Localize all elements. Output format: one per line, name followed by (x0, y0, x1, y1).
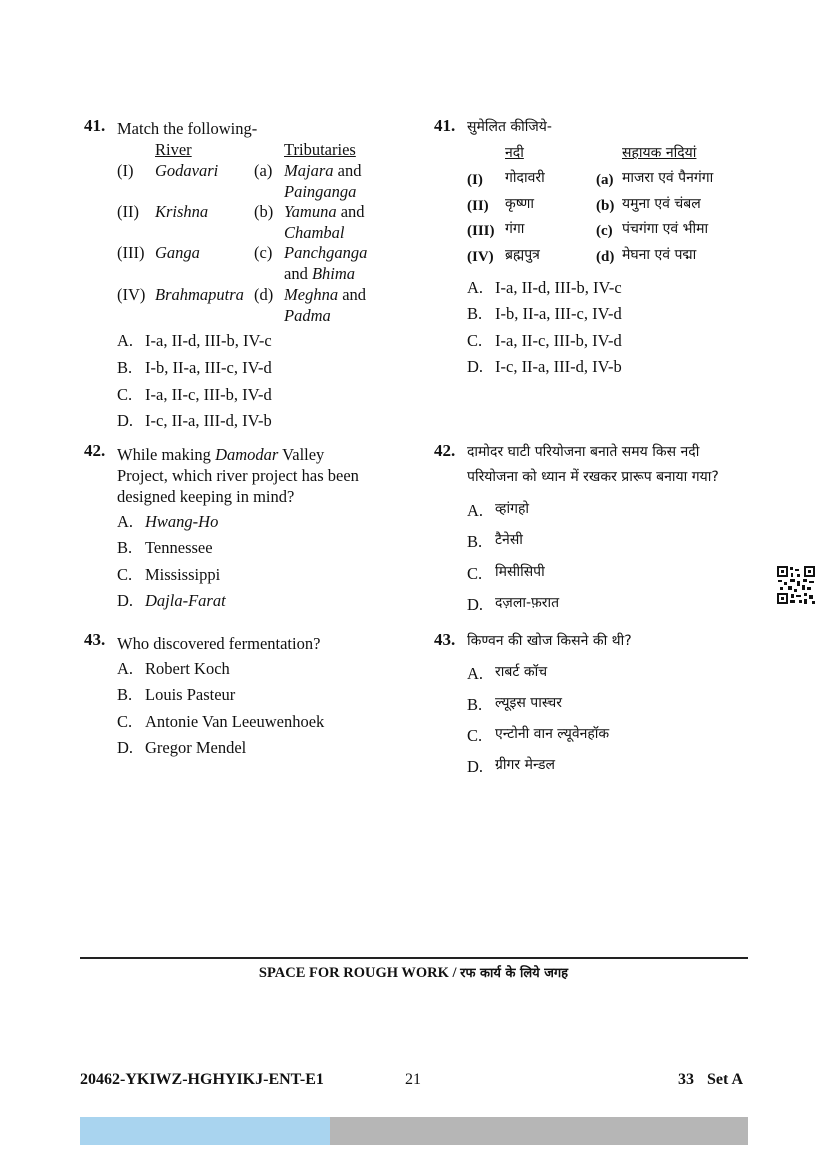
series-number: 33 (678, 1071, 694, 1088)
tributary-line2: Painganga (284, 182, 357, 201)
tributary-line1: Meghna and (284, 285, 367, 304)
option-text: I-a, II-c, III-b, IV-d (495, 331, 622, 350)
letter-label: (a) (596, 172, 614, 188)
question-stem-line3: designed keeping in mind? (117, 487, 295, 506)
column-heading-river: River (155, 140, 192, 159)
tributary-line2: and Bhima (284, 264, 356, 283)
roman-label: (I) (467, 172, 483, 188)
question-stem: किण्वन की खोज किसने की थी? (467, 633, 632, 649)
question-stem-line2: Project, which river project has been (117, 466, 359, 485)
option-text: ग्रीगर मेन्डल (495, 757, 555, 773)
river-name: गंगा (505, 221, 525, 237)
letter-label: (d) (254, 285, 274, 304)
option-key: B. (467, 695, 483, 714)
question-number: 43. (434, 630, 456, 649)
letter-label: (b) (596, 198, 615, 214)
option-text: I-a, II-d, III-b, IV-c (495, 278, 622, 297)
option-key: D. (467, 595, 484, 614)
option-key: A. (467, 501, 484, 520)
roman-label: (III) (467, 223, 495, 239)
roman-label: (IV) (467, 249, 494, 265)
option-text: व्हांगहो (495, 501, 530, 517)
question-stem: सुमेलित कीजिये- (467, 119, 552, 135)
question-stem-line1: While making Damodar Valley (117, 445, 325, 464)
option-text: ल्यूइस पास्चर (495, 695, 562, 711)
question-number: 43. (84, 630, 106, 649)
question-stem-line2: परियोजना को ध्यान में रखकर प्रारूप बनाया गया? (467, 469, 719, 485)
river-name: Brahmaputra (155, 285, 244, 304)
option-key: C. (467, 564, 483, 583)
option-key: D. (467, 757, 484, 776)
rough-work-label: SPACE FOR ROUGH WORK / रफ कार्य के लिये जगह (258, 965, 569, 981)
option-key: C. (117, 712, 133, 731)
option-key: A. (467, 278, 484, 297)
roman-label: (IV) (117, 285, 146, 304)
river-name: Ganga (155, 243, 200, 262)
option-text: I-a, II-d, III-b, IV-c (145, 331, 272, 350)
question-number: 41. (434, 116, 456, 135)
option-key: B. (467, 532, 483, 551)
option-text: I-c, II-a, III-d, IV-b (495, 357, 622, 376)
column-heading-river: नदी (505, 145, 524, 161)
question-number: 42. (84, 441, 106, 460)
tributary-line1: Panchganga (284, 243, 368, 262)
tributary-line2: Padma (284, 306, 331, 325)
option-key: A. (117, 512, 134, 531)
tributary: माजरा एवं पैनगंगा (622, 170, 714, 186)
roman-label: (I) (117, 161, 134, 180)
roman-label: (II) (467, 198, 489, 214)
option-key: C. (467, 331, 483, 350)
option-key: B. (117, 538, 133, 557)
tributary-line2: Chambal (284, 223, 345, 242)
letter-label: (a) (254, 161, 273, 180)
option-key: A. (467, 664, 484, 683)
booklet-code: 20462-YKIWZ-HGHYIKJ-ENT-E1 (80, 1071, 324, 1088)
river-name: गोदावरी (505, 170, 545, 186)
option-key: D. (117, 411, 134, 430)
option-key: B. (117, 358, 133, 377)
river-name: Godavari (155, 161, 219, 180)
question-stem-line1: दामोदर घाटी परियोजना बनाते समय किस नदी (467, 444, 700, 460)
tributary: पंचगंगा एवं भीमा (622, 221, 709, 237)
tributary: यमुना एवं चंबल (622, 196, 701, 212)
letter-label: (c) (254, 243, 273, 262)
tributary: मेघना एवं पद्मा (622, 247, 697, 263)
option-key: C. (117, 565, 133, 584)
option-text: Mississippi (145, 565, 221, 584)
option-text: I-b, II-a, III-c, IV-d (145, 358, 272, 377)
column-heading-tributaries: Tributaries (284, 140, 356, 159)
option-key: C. (117, 385, 133, 404)
option-key: A. (117, 659, 134, 678)
river-name: ब्रह्मपुत्र (505, 247, 540, 263)
option-text: I-b, II-a, III-c, IV-d (495, 304, 622, 323)
column-heading-tributaries: सहायक नदियां (622, 145, 697, 161)
page-number: 21 (405, 1071, 421, 1088)
option-text: टैनेसी (495, 532, 523, 548)
set-label: Set A (707, 1071, 743, 1088)
footer-bar-blue (80, 1117, 330, 1145)
option-text: I-a, II-c, III-b, IV-d (145, 385, 272, 404)
letter-label: (d) (596, 249, 615, 265)
option-text: Gregor Mendel (145, 738, 247, 757)
option-key: B. (467, 304, 483, 323)
option-text: Dajla-Farat (145, 591, 226, 610)
question-number: 42. (434, 441, 456, 460)
option-key: A. (117, 331, 134, 350)
question-number: 41. (84, 116, 106, 135)
option-text: Tennessee (145, 538, 213, 557)
question-stem: Who discovered fermentation? (117, 634, 321, 653)
option-key: D. (467, 357, 484, 376)
option-text: Louis Pasteur (145, 685, 236, 704)
option-text: राबर्ट कॉच (495, 664, 548, 680)
letter-label: (b) (254, 202, 274, 221)
option-key: D. (117, 738, 134, 757)
option-text: Hwang-Ho (145, 512, 219, 531)
option-key: C. (467, 726, 483, 745)
footer-bar-grey (330, 1117, 748, 1145)
question-stem: Match the following- (117, 119, 258, 138)
option-text: Antonie Van Leeuwenhoek (145, 712, 325, 731)
river-name: Krishna (155, 202, 209, 221)
roman-label: (III) (117, 243, 145, 262)
qr-code-icon (776, 565, 816, 605)
option-text: I-c, II-a, III-d, IV-b (145, 411, 272, 430)
option-text: दज़ला-फ़रात (495, 595, 560, 611)
river-name: कृष्णा (505, 196, 535, 212)
letter-label: (c) (596, 223, 613, 239)
tributary-line1: Majara and (284, 161, 362, 180)
option-text: Robert Koch (145, 659, 230, 678)
roman-label: (II) (117, 202, 139, 221)
option-key: D. (117, 591, 134, 610)
option-text: मिसीसिपी (495, 564, 545, 580)
option-key: B. (117, 685, 133, 704)
tributary-line1: Yamuna and (284, 202, 365, 221)
rough-work-divider (80, 957, 748, 959)
option-text: एन्टोनी वान ल्यूवेनहॉक (495, 726, 610, 742)
